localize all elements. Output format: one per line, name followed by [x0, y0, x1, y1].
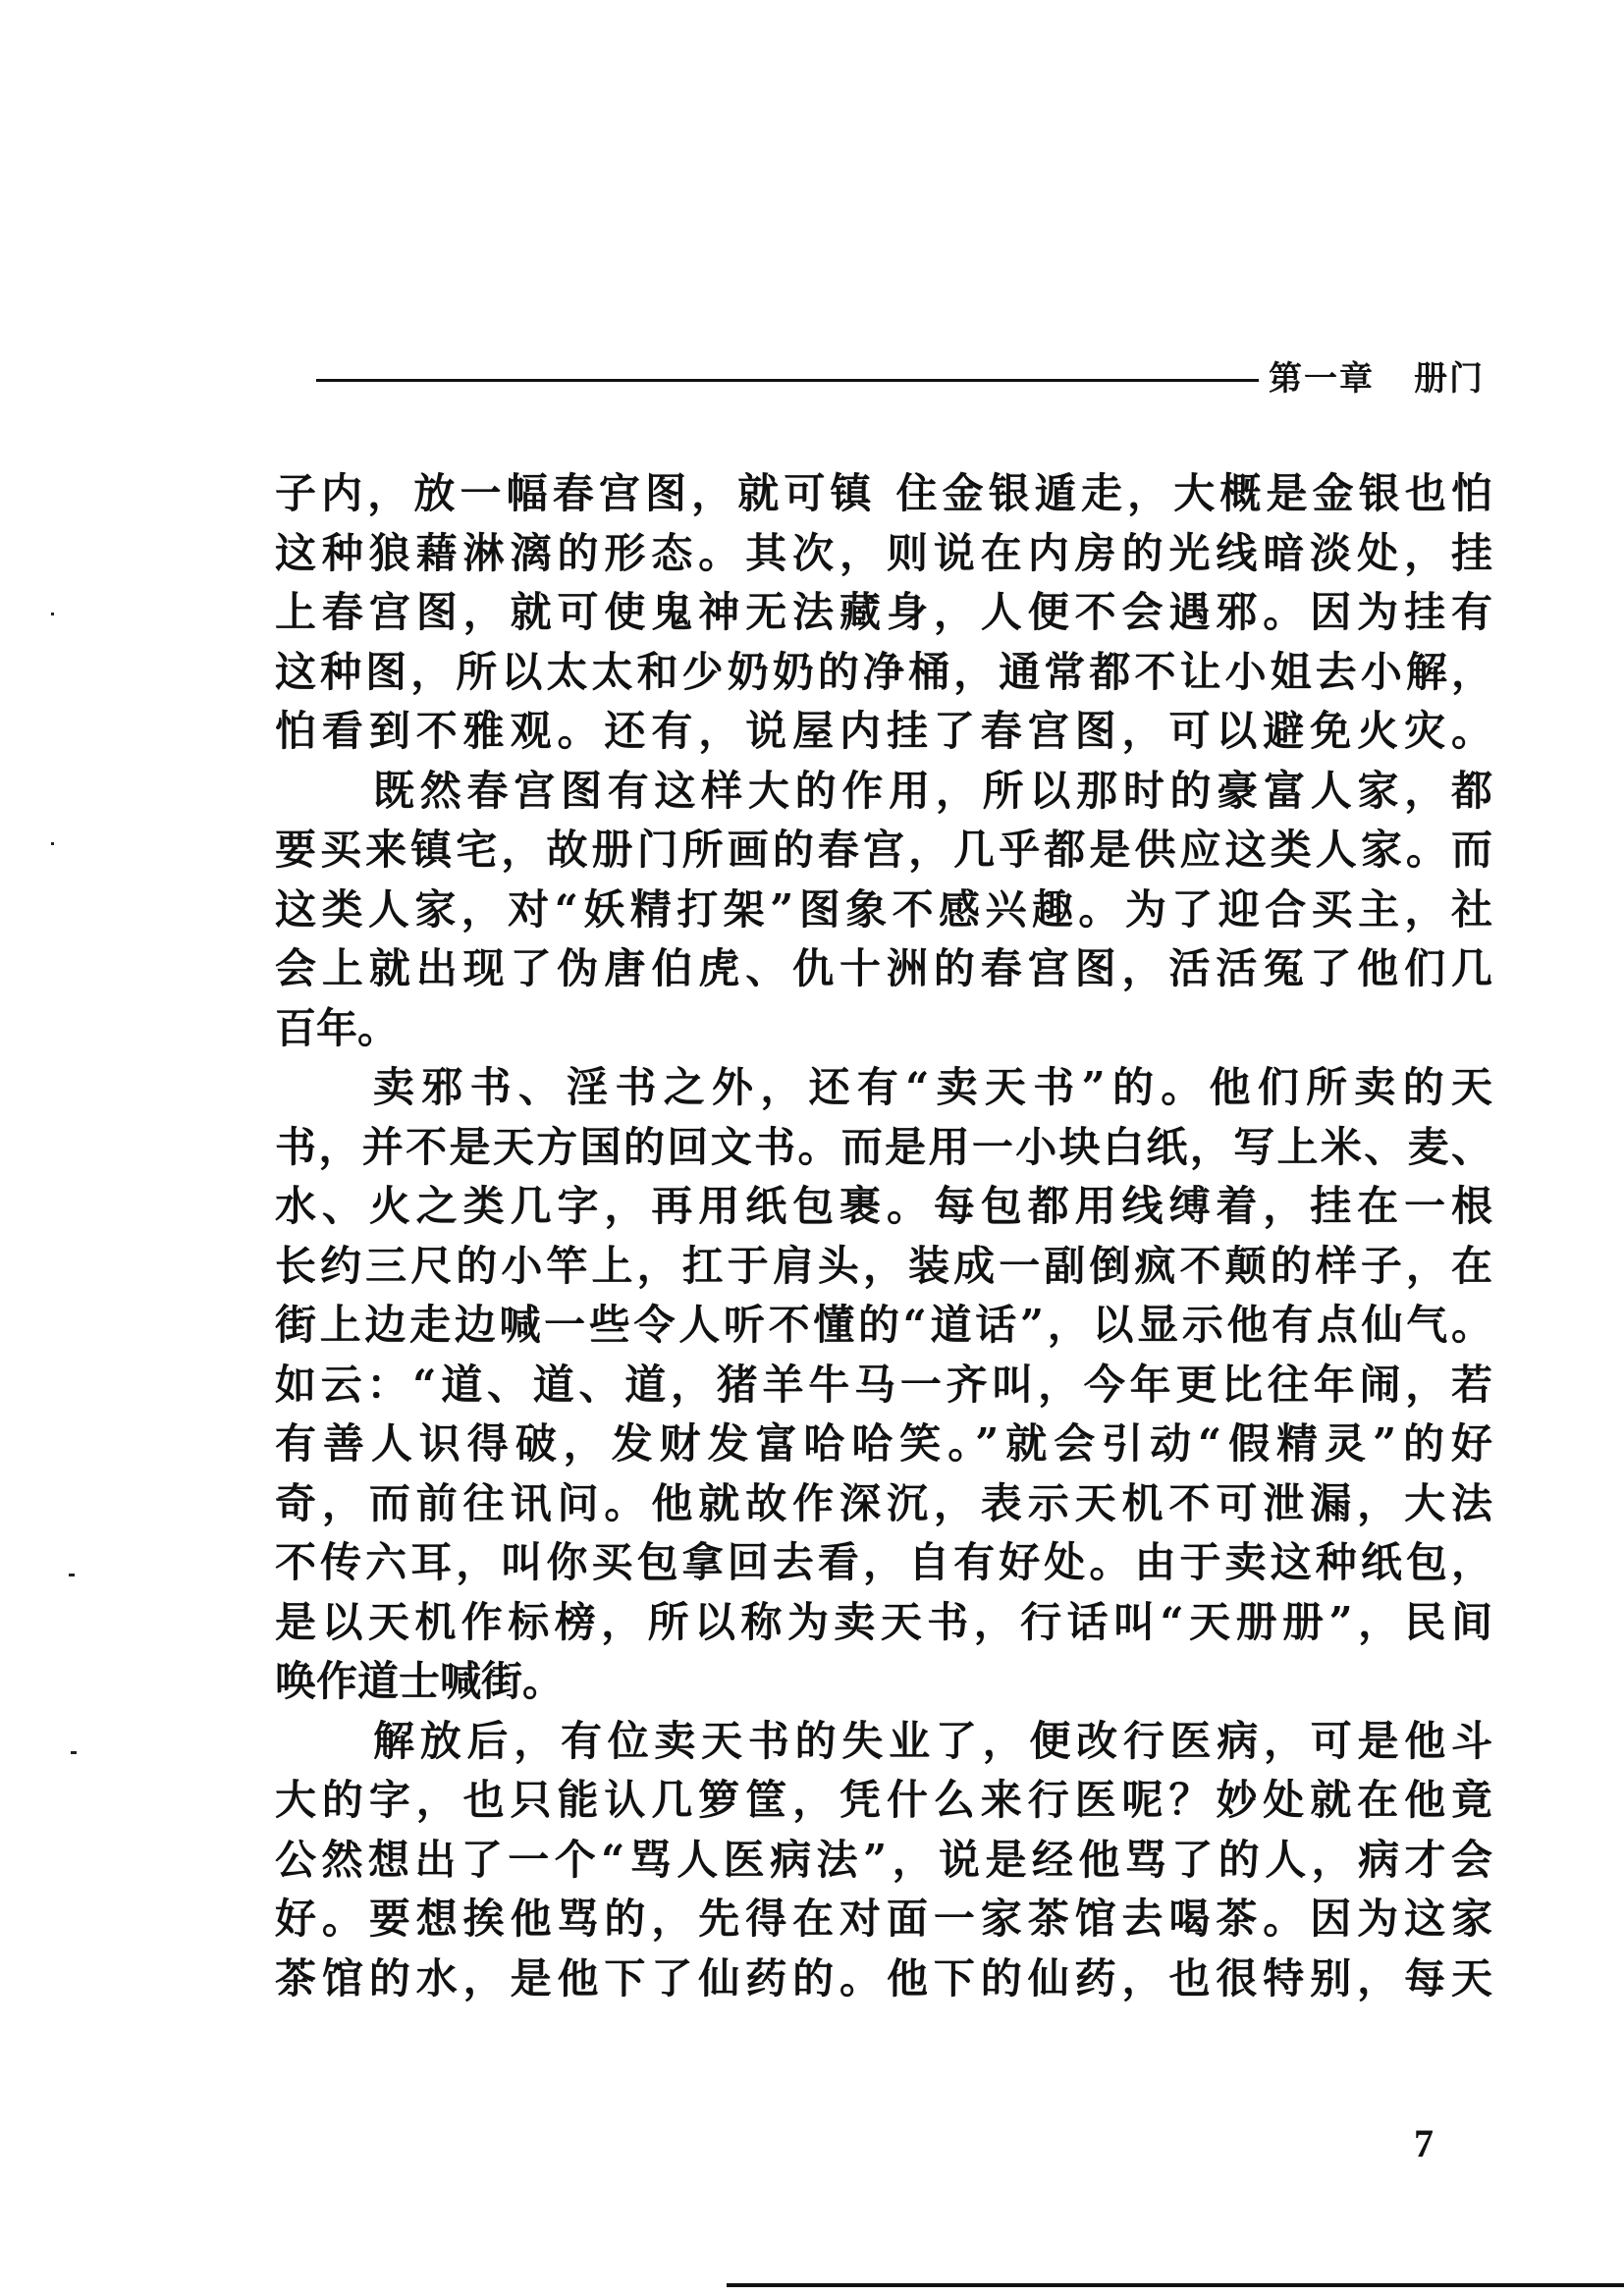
text-line: 这种狼藉淋漓的形态。其次，则说在内房的光线暗淡处，挂	[275, 528, 1492, 577]
text-line: 怕看到不雅观。还有，说屋内挂了春宫图，可以避免火灾。	[275, 707, 1492, 755]
text-line: 奇，而前往讯问。他就故作深沉，表示天机不可泄漏，大法	[275, 1478, 1492, 1527]
text-line: 书，并不是天方国的回文书。而是用一小块白纸，写上米、麦、	[275, 1122, 1492, 1171]
text-line: 这类人家，对“妖精打架”图象不感兴趣。为了迎合买主，社	[275, 884, 1492, 934]
scan-mark	[51, 613, 54, 615]
text-line: 街上边走边喊一些令人听不懂的“道话”，以显示他有点仙气。	[275, 1301, 1492, 1349]
running-header	[316, 355, 1485, 402]
body-text	[275, 464, 1492, 2008]
text-line: 会上就出现了伪唐伯虎、仇十洲的春宫图，活活冤了他们几	[275, 944, 1492, 992]
scan-mark	[71, 1751, 77, 1754]
text-line: 要买来镇宅，故册门所画的春宫，几乎都是供应这类人家。而	[275, 826, 1492, 874]
text-line: 不传六耳，叫你买包拿回去看，自有好处。由于卖这种纸包，	[275, 1538, 1492, 1586]
scan-mark	[69, 1574, 75, 1576]
text-line: 解放后，有位卖天书的失业了，便改行医病，可是他斗	[373, 1716, 1492, 1765]
text-line: 这种图，所以太太和少奶奶的净桶，通常都不让小姐去小解，	[275, 647, 1492, 696]
text-line: 上春宫图，就可使鬼神无法藏身，人便不会遇邪。因为挂有	[275, 588, 1492, 636]
page-number: 7	[1414, 2121, 1434, 2165]
text-line: 好。要想挨他骂的，先得在对面一家茶馆去喝茶。因为这家	[275, 1895, 1492, 1943]
text-line: 卖邪书、淫书之外，还有“卖天书”的。他们所卖的天	[373, 1063, 1492, 1111]
text-line: 既然春宫图有这样大的作用，所以那时的豪富人家，都	[373, 766, 1492, 815]
text-line: 水、火之类几字，再用纸包裹。每包都用线缚着，挂在一根	[275, 1182, 1492, 1230]
text-line: 如云：“道、道、道，猪羊牛马一齐叫，今年更比往年闹，若	[275, 1360, 1492, 1409]
chapter-label: 第一章	[1269, 359, 1375, 399]
section-label: 册门	[1414, 359, 1485, 399]
text-line: 公然想出了一个“骂人医病法”，说是经他骂了的人，病才会	[275, 1835, 1492, 1884]
text-line: 百年。	[275, 1003, 400, 1052]
header-rule	[316, 379, 1259, 382]
text-line: 唤作道士喊街。	[275, 1657, 565, 1705]
text-line: 长约三尺的小竿上，扛于肩头，装成一副倒疯不颠的样子，在	[275, 1241, 1492, 1290]
scan-mark	[51, 842, 54, 845]
scan-edge-bar	[727, 2283, 1624, 2287]
text-line: 茶馆的水，是他下了仙药的。他下的仙药，也很特别，每天	[275, 1953, 1492, 2002]
text-line: 大的字，也只能认几箩筐，凭什么来行医呢？妙处就在他竟	[275, 1776, 1492, 1824]
text-line: 是以天机作标榜，所以称为卖天书，行话叫“天册册”，民间	[275, 1597, 1492, 1646]
text-line: 有善人识得破，发财发富哈哈笑。”就会引动“假精灵”的好	[275, 1419, 1492, 1468]
text-line: 子内，放一幅春宫图，就可镇 住金银遁走，大概是金银也怕	[275, 469, 1492, 517]
header-text	[1269, 355, 1485, 402]
